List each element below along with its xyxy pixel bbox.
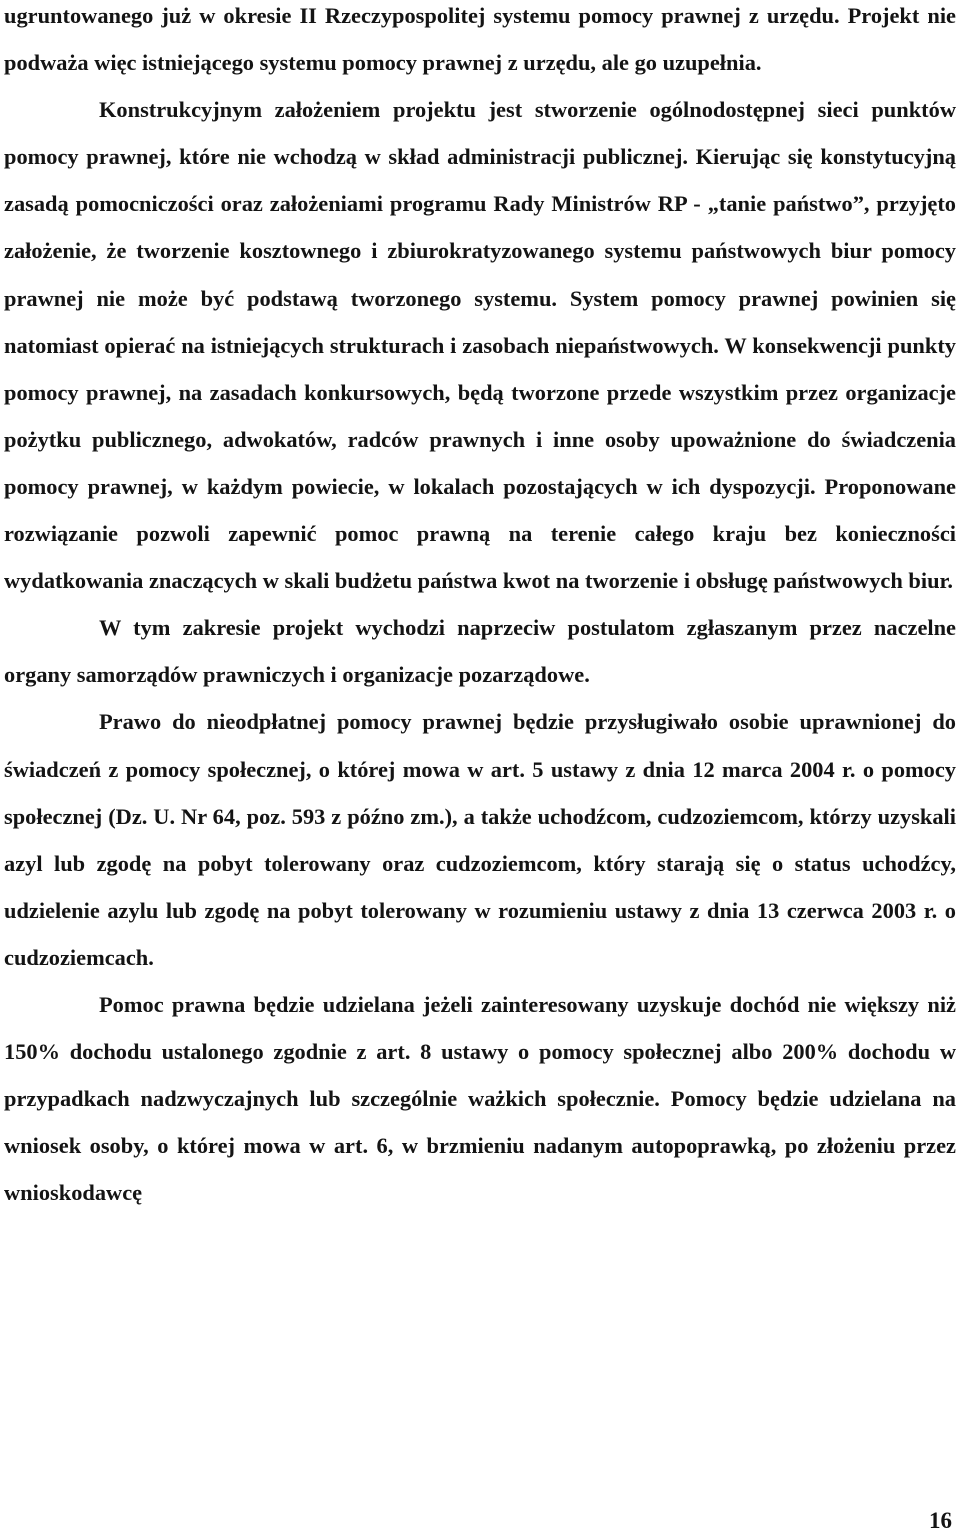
paragraph-postulates: W tym zakresie projekt wychodzi naprzeciw postulatom zgłaszanym przez naczelne organy samorządów prawniczych i organizacje pozarządowe. [4, 615, 956, 688]
page-number: 16 [929, 1508, 952, 1533]
paragraph-entitlement: Prawo do nieodpłatnej pomocy prawnej będzie przysługiwało osobie uprawnionej do świadczeń z pomocy społecznej, o której mowa w art. 5 ustawy z dnia 12 marca 2004 r. o pomocy społecznej (Dz. U. Nr 64, poz. 593 z późno zm.), a także uchodźcom, cudzoziemcom, którzy uzyskali azyl lub zgodę na pobyt tolerowany oraz cudzoziemcom, który starają się o status uchodźcy, udzielenie azylu lub zgodę na pobyt tolerowany w rozumieniu ustawy z dnia 13 czerwca 2003 r. o cudzoziemcach. [4, 709, 956, 970]
paragraph-income-criteria: Pomoc prawna będzie udzielana jeżeli zainteresowany uzyskuje dochód nie większy niż 150% dochodu ustalonego zgodnie z art. 8 ustawy o pomocy społecznej albo 200% dochodu w przypadkach nadzwyczajnych lub szczególnie ważkich społecznie. Pomocy będzie udzielana na wniosek osoby, o której mowa w art. 6, w brzmieniu nadanym autopoprawką, po złożeniu przez wnioskodawcę [4, 991, 956, 1206]
document-page [4, 0, 956, 1216]
paragraph-continuation: ugruntowanego już w okresie II Rzeczypospolitej systemu pomocy prawnej z urzędu. Projekt nie podważa więc istniejącego systemu pomocy prawnej z urzędu, ale go uzupełnia. [4, 3, 956, 76]
paragraph-project-assumption: Konstrukcyjnym założeniem projektu jest stworzenie ogólnodostępnej sieci punktów pomocy prawnej, które nie wchodzą w skład administracji publicznej. Kierując się konstytucyjną zasadą pomocniczości oraz założeniami programu Rady Ministrów RP - „tanie państwo”, przyjęto założenie, że tworzenie kosztownego i zbiurokratyzowanego systemu państwowych biur pomocy prawnej nie może być podstawą tworzonego systemu. System pomocy prawnej powinien się natomiast opierać na istniejących strukturach i zasobach niepaństwowych. W konsekwencji punkty pomocy prawnej, na zasadach konkursowych, będą tworzone przede wszystkim przez organizacje pożytku publicznego, adwokatów, radców prawnych i inne osoby upoważnione do świadczenia pomocy prawnej, w każdym powiecie, w lokalach pozostających w ich dyspozycji. Proponowane rozwiązanie pozwoli zapewnić pomoc prawną na terenie całego kraju bez konieczności wydatkowania znaczących w skali budżetu państwa kwot na tworzenie i obsługę państwowych biur. [4, 97, 956, 594]
